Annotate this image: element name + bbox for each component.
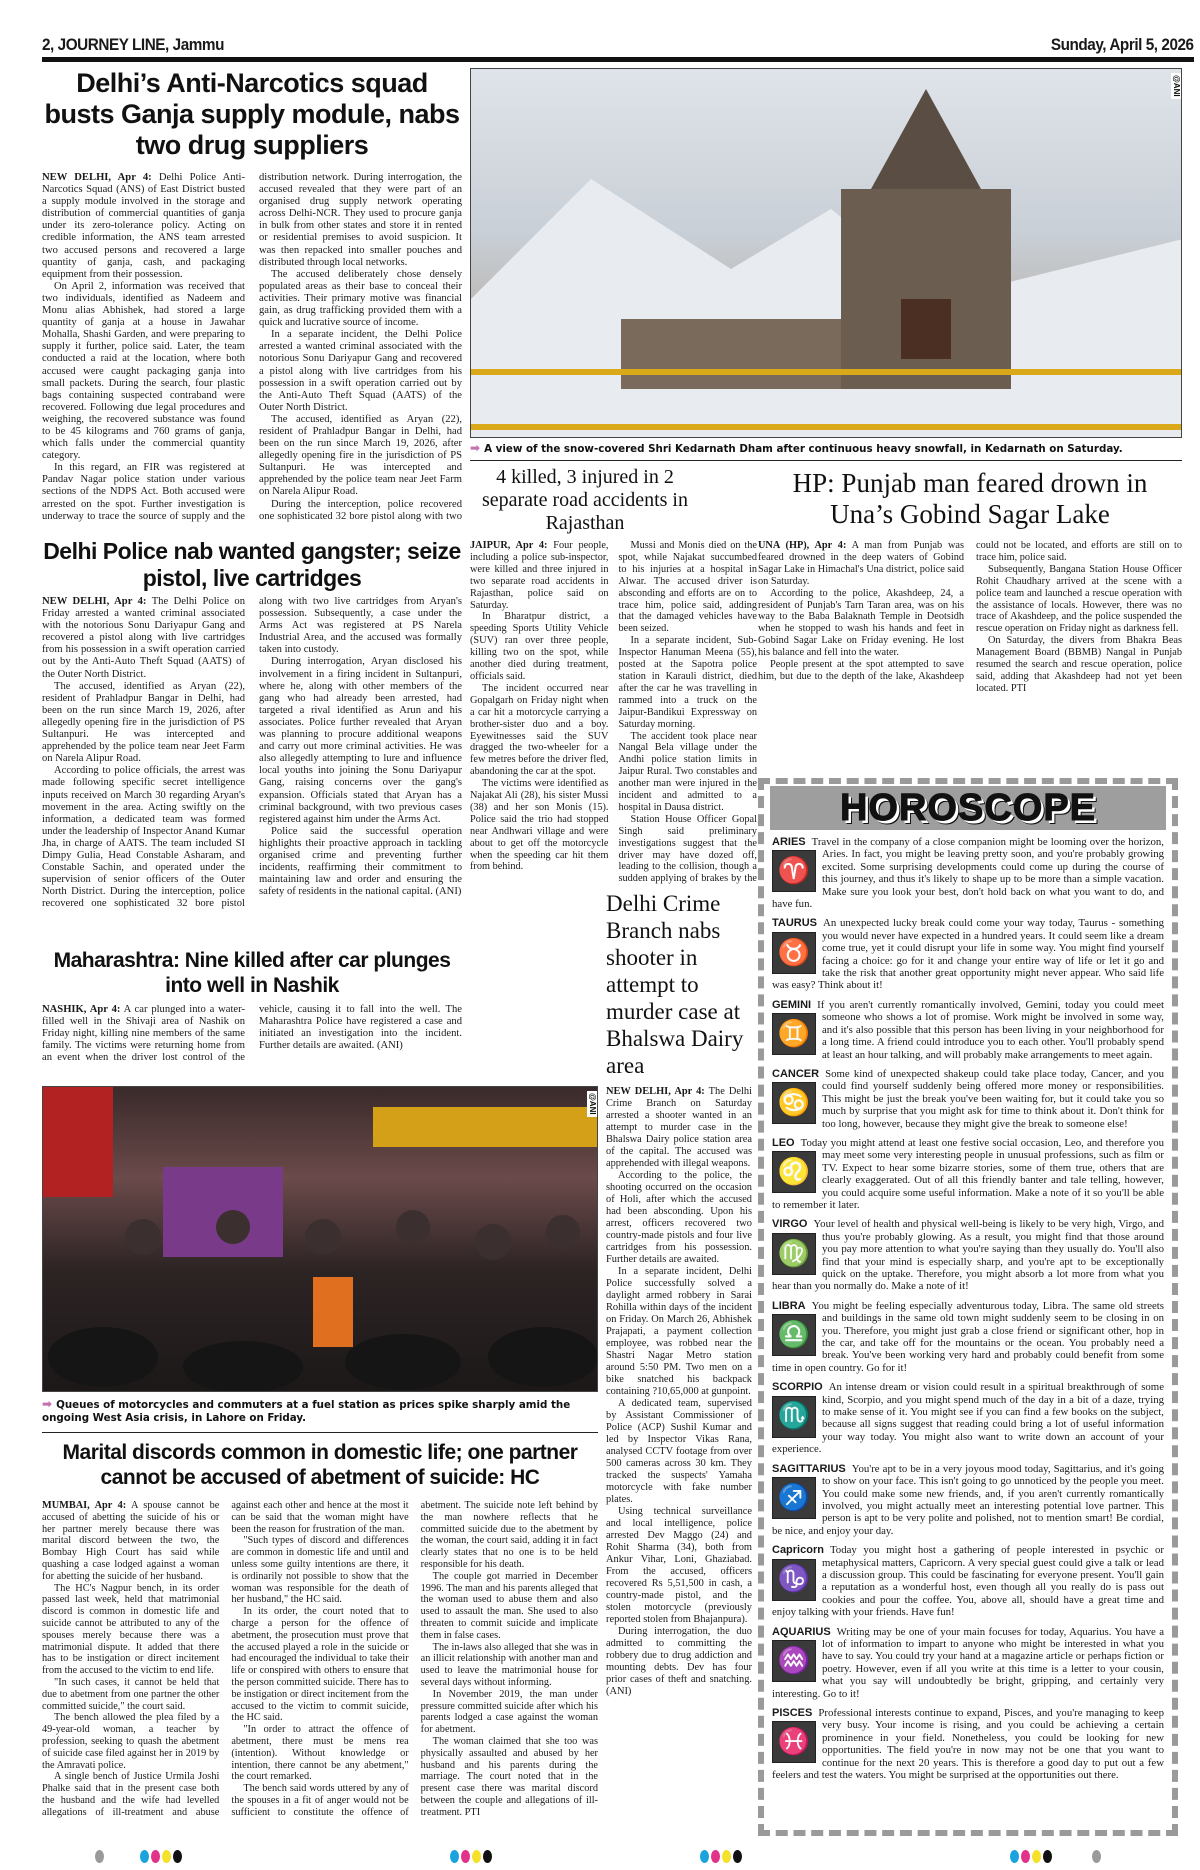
temple-door — [901, 299, 951, 359]
article4-headline: 4 killed, 3 injured in 2 separate road accidents in Rajasthan — [481, 466, 688, 534]
sign-text: Professional interests continue to expand, Pisces, and you're managing to keep very busy. Your income is rising, and you could be achieving a certain prominence in your field. Nonetheless, you could be looking for new opportunities. The field you're in now may not be one that you want to continue for the next 20 years. This is therefore a good day to put out a few feelers and test the waters. You might be surprised at the opportunities out there. — [772, 1707, 1164, 1782]
paragraph: A man from Punjab was feared drowned in the deep waters of Gobind Sagar Lake in Himachal's Una district, police said on Saturday. — [758, 540, 965, 587]
paragraph: "In such cases, it cannot be held that due to abetment from one partner the other committed suicide," the court said. — [42, 1676, 220, 1712]
sign-text: An intense dream or vision could result in a spiritual breakthrough of some kind, Scorpio, and you might spend much of the day in a bit of a daze, trying to make sense of it. You might see if you can find a few books on the subject, because all signs suggest that reading could bring a lot of useful information your way today. You might also want to write down an account of your experience. — [772, 1381, 1164, 1456]
photo-credit: @ANI — [588, 1093, 597, 1115]
article5-headline: HP: Punjab man feared drown in Una’s Gobind Sagar Lake — [792, 468, 1148, 529]
paragraph: The couple got married in December 1996. The man and his parents alleged that the woman used to abuse them and also used to assault the man. She used to also threaten to commit suicide and implicate them in false cases. — [420, 1570, 598, 1641]
paragraph: In this regard, an FIR was registered at Pandav Nagar police station under various sections of the NDPS Act. Both accused were arrested on the spot. Further investigation is underway to trace the source of supply and the distribution network. During interrogation, the accused revealed that they were part of an organised drug supply network operating across Delhi-NCR. They used to procure ganja in bulk from other states and store it in rented or residential premises to avoid suspicion. It was then repacked into smaller pouches and distributed through local networks. — [42, 172, 462, 522]
paragraph: On April 2, information was received that two individuals, identified as Nadeem and Monu alias Abhishek, had stored a large quantity of ganja at a house in Jawahar Mohalla, Shashi Garden, and were preparing to supply it further, police said. Later, the team conducted a raid at the location, where both accused were caught packaging ganja into small packets. During the search, four plastic bags containing suspected contraband were recovered. Following due legal procedures and weighing, the recovered substance was found to be 45 kilograms and 760 grams of ganja, which falls under the commercial quantity category. — [42, 280, 245, 462]
article7-dateline: MUMBAI, Apr 4: — [42, 1500, 127, 1511]
article2-body — [42, 596, 462, 940]
scales-icon: ♎ — [772, 1314, 816, 1356]
paragraph: The woman claimed that she too was physically assaulted and abused by her husband and his parents during the marriage. The court noted that in the present case there was marital discord between the couple and allegations of ill-treatment. PTI — [420, 1735, 598, 1818]
divider — [470, 460, 1182, 461]
paragraph: Mussi and Monis died on the spot, while Najakat succumbed to his injuries at a hospital in Alwar. The accused driver is absconding and efforts are on to trace him, police said, adding that the damaged vehicles have been seized. — [618, 540, 757, 635]
paragraph: Using technical surveillance and local intelligence, police arrested Dev Maggo (24) and Rohit Sharma (34), both from Ankur Vihar, Loni, Ghaziabad. From the accused, officers recovered Rs 5,51,500 in cash, a country-made pistol, and the stolen motorcycle (previously reported stolen from Bhajanpura). — [606, 1506, 752, 1625]
registration-dot — [1043, 1850, 1052, 1863]
article6-dateline: NEW DELHI, Apr 4: — [606, 1086, 705, 1097]
paragraph: People present at the spot attempted to save him, but due to the depth of the lake, Akashdeep could not be located, and efforts are still on to trace him, police said. — [758, 540, 1182, 682]
paragraph: In Bharatpur district, a speeding Sports Utility Vehicle (SUV) ran over three people, killing two on the spot, while another died during treatment, officials said. — [470, 611, 609, 682]
registration-dot — [1032, 1850, 1041, 1863]
sign-name: SAGITTARIUS — [772, 1462, 846, 1475]
horoscope-sign-capricorn — [772, 1544, 1164, 1618]
temple-illustration — [471, 69, 1182, 438]
horoscope-sign-virgo — [772, 1218, 1164, 1292]
registration-dot — [461, 1850, 470, 1863]
horoscope-sign-scorpio — [772, 1381, 1164, 1455]
paragraph: The victims were identified as Najakat Ali (28), his sister Mussi (38) and her son Monis (15). Police said the trio had stopped near Andhwari village and were about to get off the motorcycle when the speeding car hit them from behind. — [470, 778, 609, 873]
sign-name: CANCER — [772, 1067, 820, 1080]
paragraph: The Delhi Police on Friday arrested a wanted criminal associated with the notorious Sonu Dariyapur Gang and recovered a pistol along with live cartridges from his possession in a swift operation carried out by the Anti-Auto Theft Squad (AATS) of the Outer North District. — [42, 596, 246, 680]
sign-name: AQUARIUS — [772, 1625, 831, 1638]
sign-text: Writing may be one of your main focuses for today, Aquarius. You have a lot of information to impart to anyone who might be interested in what you have to say. You could try your hand at a magazine article or perhaps fiction or poetry. However, even if all you write at this time is a letter to your cousin, what you say will undoubtedly be bright, gripping, and certainly very interesting. Go to it! — [772, 1625, 1164, 1700]
sign-name: GEMINI — [772, 998, 812, 1011]
sign-text: Some kind of unexpected shakeup could take place today, Cancer, and you could find yourself suddenly being offered more money or responsibilities. This might be just the break you've been waiting for, but it could take you so much by surprise that you might ask for time to think about it. Don't think for too long, however, because they might give the break to someone else! — [822, 1067, 1164, 1130]
article2-headline: Delhi Police nab wanted gangster; seize pistol, live cartridges — [43, 538, 461, 591]
registration-dot — [733, 1850, 742, 1863]
sign-name: LEO — [772, 1136, 795, 1149]
goat-icon: ♑ — [772, 1559, 816, 1601]
sign-text: Your level of health and physical well-being is likely to be very high, Virgo, and thus you're probably glowing. As a result, you might find that those around you pay more attention to what you're saying than they usually do. You'll also find that your mind is especially sharp, and you're apt to be exceptionally quick on the uptake. Therefore, you might absorb a lot more from what you hear than you normally do. Make a note of it! — [772, 1218, 1164, 1293]
paragraph: The HC's Nagpur bench, in its order passed last week, held that matrimonial discord is common in domestic life and suicide cannot be attributed to any of the spouses merely because there was a matrimonial dispute. It added that there has to be instigation or direct incitement from the accused to the victim to end life. — [42, 1582, 220, 1677]
ram-icon: ♈ — [772, 850, 816, 892]
sign-name: TAURUS — [772, 917, 818, 930]
registration-dot — [722, 1850, 731, 1863]
masthead — [42, 28, 1194, 62]
paragraph: The accused, identified as Aryan (22), resident of Prahladpur Bangar in Delhi, had been on the run since March 19, 2026, after allegedly opening fire in the jurisdiction of PS Sultanpuri. He was intercepted and apprehended by the police team near Jeet Farm on Narela Alipur Road. — [42, 680, 245, 765]
sign-name: VIRGO — [772, 1218, 808, 1231]
twins-icon: ♊ — [772, 1013, 816, 1055]
paragraph: The incident occurred near Gopalgarh on Friday night when a car hit a motorcycle carrying a brother-sister duo and a boy. Eyewitnesses said the SUV dragged the two-wheeler for a few metres before the driver fled, abandoning the car at the spot. — [470, 682, 609, 778]
fuel-station-caption — [42, 1398, 598, 1425]
horoscope-sign-aries — [772, 836, 1164, 910]
article3-body — [42, 1004, 462, 1078]
sign-text: If you aren't currently romantically involved, Gemini, today you could meet someone who shows a lot of promise. Work might be involved in some way, and it's also possible that this person has been living in your neighborhood for a long time. A friend could introduce you to each other. You'll probably spend at least an hour talking, and will probably make arrangements to meet again. — [817, 998, 1164, 1061]
horoscope-box — [758, 778, 1178, 1836]
sign-name: PISCES — [772, 1707, 813, 1719]
horoscope-sign-leo — [772, 1137, 1164, 1211]
paragraph: Four people, including a police sub-inspector, were killed and three injured in two separate road accidents in Rajasthan, police said on Saturday. — [470, 540, 609, 611]
paragraph: Subsequently, Bangana Station House Officer Rohit Chaudhary arrived at the scene with a police team and launched a rescue operation with the assistance of locals. However, there was no trace of Akashdeep, and the police suspended the rescue operation on Friday night as darkness fell. — [976, 563, 1182, 635]
registration-dot — [1010, 1850, 1019, 1863]
sign-name: ARIES — [772, 836, 806, 848]
page-section-label: 2, JOURNEY LINE, Jammu — [42, 35, 224, 54]
horoscope-sign-sagittarius — [772, 1463, 1164, 1537]
article4-dateline: JAIPUR, Apr 4: — [470, 540, 548, 551]
paragraph: In its order, the court noted that to charge a person for the offence of abetment, the prosecution must prove that the accused played a role in the suicide or had encouraged the individual to take their life or conspired with others to ensure that the person committed suicide. There has to be instigation or direct incitement from the accused to the victim to commit suicide, the HC said. — [231, 1606, 409, 1724]
article4-body — [470, 540, 757, 890]
horoscope-sign-libra — [772, 1300, 1164, 1374]
paragraph: The accident took place near Nangal Bela village under the Andhi police station limits in Jaipur Rural. Two constables and another man were injured in the incident and admitted to a hospital in Dausa district. — [618, 730, 757, 813]
article5-dateline: UNA (HP), Apr 4: — [758, 540, 847, 551]
horoscope-sign-cancer — [772, 1068, 1164, 1130]
paragraph: In a separate incident, Delhi Police successfully solved a daylight armed robbery in Sarai Rohilla within days of the incident on Friday. On March 26, Abhishek Prajapati, a payment collection employee, was robbed near the Shastri Nagar Metro station around 5:50 PM. Two men on a bike snatched his backpack containing ?10,65,000 at gunpoint. — [606, 1266, 752, 1397]
horoscope-list — [772, 836, 1164, 1781]
bull-icon: ♉ — [772, 932, 816, 974]
paragraph: During the interception, police recovered one sophisticated 32 bore pistol along with two — [259, 498, 462, 522]
arrow-right-icon: ➡ — [42, 1397, 53, 1411]
article1-headline: Delhi’s Anti-Narcotics squad busts Ganja supply module, nabs two drug suppliers — [44, 68, 460, 160]
paragraph: "In order to attract the offence of abetment, there must be mens rea (intention). Without knowledge or intention, there cannot be any abetment," the court remarked. — [231, 1724, 409, 1783]
horoscope-title: HOROSCOPE — [839, 786, 1097, 829]
fuel-pump — [43, 1087, 113, 1197]
water-bearer-icon: ♒ — [772, 1640, 816, 1682]
article6-headline: Delhi Crime Branch nabs shooter in attempt to murder case at Bhalswa Dairy area — [606, 891, 744, 1078]
article6-body — [606, 1086, 752, 1836]
paragraph: According to the police, the shooting occurred on the occasion of Holi, after which the accused had been absconding. Upon his arrest, officers recovered two country-made pistols and four live cartridges from his possession. Further details are awaited. — [606, 1170, 752, 1265]
registration-dot — [140, 1850, 149, 1863]
paragraph: Delhi Police Anti-Narcotics Squad (ANS) of East District busted a supply module involved in the storage and distribution of commercial quantities of ganja under its zero-tolerance policy. Acting on credible information, the ANS team arrested two accused persons and recovered a large quantity of ganja, cash, and packaging equipment from their possession. — [42, 172, 245, 280]
issue-date: Sunday, April 5, 2026 — [1051, 35, 1194, 54]
paragraph: The accused deliberately chose densely populated areas as their base to conceal their activities. Their primary motive was financial gain, as drug trafficking provided them with a quick and lucrative source of income. — [259, 268, 462, 329]
sign-text: Today you might attend at least one festive social occasion, Leo, and therefore you may meet some very interesting people in unusual professions, such as film or TV. Expect to hear some bizarre stories, some of them true, others that are clearly exaggerated. Out of all this friendly banter and tale telling, however, you could acquire some useful information. Make a note of it so you'll be able to remember it later. — [772, 1136, 1164, 1211]
paragraph: The bench said words uttered by any of the spouses in a fit of anger would not be sufficient to constitute the offence of abetment. The suicide note left behind by the man nowhere reflects that he committed suicide due to the abetment by the woman, the court said, adding it in fact clearly states that no one is to be held responsible for his death. — [231, 1500, 598, 1818]
paragraph: The accused, identified as Aryan (22), resident of Prahladpur Bangar in Delhi, had been on the run since March 19, 2026, after allegedly opening fire in the jurisdiction of PS Sultanpuri. He was intercepted and apprehended by the police team near Jeet Farm on Narela Alipur Road. — [259, 413, 462, 498]
paragraph: "Such types of discord and differences are common in domestic life and until and unless some guilty intentions are there, it is ordinarily not possible to show that the woman was responsible for the death of her husband," the HC said. — [231, 1535, 409, 1606]
photo-credit: @ANI — [1172, 75, 1181, 97]
horoscope-sign-pisces — [772, 1707, 1164, 1781]
article7-headline: Marital discords common in domestic life; one partner cannot be accused of abetment of suicide: HC — [62, 1441, 578, 1489]
crab-icon: ♋ — [772, 1082, 816, 1124]
kedarnath-photo — [470, 68, 1182, 438]
orange-jacket — [313, 1277, 353, 1347]
horoscope-sign-aquarius — [772, 1626, 1164, 1700]
registration-dot — [1092, 1850, 1101, 1863]
registration-dot — [483, 1850, 492, 1863]
paragraph: During interrogation, Aryan disclosed his involvement in a firing incident in Sultanpuri, where he, along with other members of the gang who had already been arrested, had targeted a rival identified as Arun and his associates. Police further revealed that Aryan was planning to procure additional weapons and carry out more criminal activities. He was also allegedly attempting to lure and influence local youths into joining the Sonu Dariyapur Gang, raising concerns over the gang's expansion. Officials stated that Aryan has a criminal background, with two previous cases registered against him under the Arms Act. — [259, 656, 462, 825]
registration-dot — [711, 1850, 720, 1863]
registration-dot — [173, 1850, 182, 1863]
registration-dot — [1021, 1850, 1030, 1863]
registration-dot — [151, 1850, 160, 1863]
article5-body — [758, 540, 1182, 770]
temple-spire — [871, 89, 981, 189]
paragraph: In a separate incident, Sub-Inspector Hanuman Meena (55), posted at the Sapotra police station in Karauli district, died after the car he was travelling in rammed into a truck on the Jaipur-Bandikui Expressway on Saturday morning. — [618, 635, 757, 730]
crowd-illustration — [43, 1087, 598, 1392]
paragraph: Station House Officer Gopal Singh said preliminary investigations suggest that the driver may have dozed off, leading to the collision, though a sudden applying of brakes by the — [618, 813, 757, 885]
sign-name: LIBRA — [772, 1299, 806, 1312]
article1-body — [42, 172, 462, 524]
article1-dateline: NEW DELHI, Apr 4: — [42, 172, 152, 183]
registration-dot — [450, 1850, 459, 1863]
sign-text: You're apt to be in a very joyous mood today, Sagittarius, and it's going to show on your face. This isn't going to go unnoticed by the people you meet. You could make some new friends, and, if you aren't currently romantically involved, you might actually meet an interesting potential love partner. This person is apt to be very polite and polished, not to mention smart! Be cordial, be nice, and enjoy your day. — [772, 1462, 1164, 1537]
paragraph: According to the police, Akashdeep, 24, a resident of Punjab's Tarn Taran area, was on his way to the Baba Balaknath Temple in Deotsidh when he stopped to wash his hands and feet in Gobind Sagar Lake on Friday evening. He lost his balance and fell into the water. — [758, 587, 964, 659]
paragraph: The bench allowed the plea filed by a 49-year-old woman, a teacher by profession, seeking to quash the abetment of suicide case filed against her in 2019 by the Amravati police. — [42, 1712, 220, 1771]
paragraph: A spouse cannot be accused of abetting the suicide of his or her partner merely because there was marital discord between the two, the Bombay High Court has said while quashing a case lodged against a woman for abetting the suicide of her husband. — [42, 1500, 220, 1582]
paragraph: On Saturday, the divers from Bhakra Beas Management Board (BBMB) Nangal in Punjab resumed the search and rescue operation, police said, adding that Akashdeep had not yet been located. PTI — [976, 635, 1182, 694]
registration-dot — [95, 1850, 104, 1863]
kedarnath-caption — [470, 442, 1182, 456]
registration-dot — [472, 1850, 481, 1863]
sign-name: Capricorn — [772, 1544, 824, 1557]
sign-text: Travel in the company of a close companion might be looming over the horizon, Aries. In fact, you might be leaving pretty soon, and you're probably growing excited. Some surprising developments could come up during the course of this journey, and thus it's likely to shape up to be more than a simple vacation. Make sure you look your best, don't hold back on what you want to do, and have fun. — [772, 836, 1164, 911]
sign-text: Today you might host a gathering of people interested in psychic or metaphysical matters, Capricorn. A very special guest could give a talk or lead a discussion group. This could be fascinating for everyone present. You'll gain a reputation as a wonderful host, even though all you really do is pass out cookies and pour the coffee. You, above all, should have a great time and enjoy talking with your friends. Have fun! — [772, 1544, 1164, 1619]
article7-body — [42, 1500, 598, 1836]
lion-icon: ♌ — [772, 1151, 816, 1193]
paragraph: In a separate incident, the Delhi Police arrested a wanted criminal associated with the notorious Sonu Dariyapur Gang and recovered a pistol along with live cartridges from his possession in a swift operation carried out by the Anti-Auto Theft Squad (AATS) of the Outer North District. — [259, 329, 462, 413]
paragraph: A car plunged into a water-filled well in the Shivaji area of Nashik on Friday night, killing nine members of the same family. The victims were returning home from an event when the driver lost control of the vehicle, causing it to fall into the well. The Maharashtra Police have registered a case and initiated an investigation into the incident. Further details are awaited. (ANI) — [42, 1004, 462, 1064]
archer-icon: ♐ — [772, 1477, 816, 1519]
arrow-right-icon: ➡ — [470, 441, 481, 455]
divider — [42, 1432, 598, 1433]
sign-name: SCORPIO — [772, 1381, 823, 1394]
station-canopy — [373, 1107, 598, 1147]
paragraph: The Delhi Crime Branch on Saturday arrested a shooter wanted in an attempt to murder case in the Bhalswa Dairy police station area of the capital. The accused was apprehended with illegal weapons. — [606, 1086, 752, 1169]
paragraph: According to police officials, the arrest was made following specific secret intelligence inputs received on March 30 regarding Aryan's movement in the area. Acting swiftly on the information, a dedicated team was formed under the leadership of Inspector Anand Kumar Jha, in charge of AATS. The team included SI Dimpy Gulia, Head Constable Asharam, and Constable Sachin, and operated under the supervision of senior officers of the Outer North District. During the interception, police recovered one sophisticated 32 bore pistol along with two live cartridges from Aryan's possession. Subsequently, a case under the Arms Act was registered at PS Narela Industrial Area, and the accused was formally taken into custody. — [42, 596, 462, 910]
registration-dot — [162, 1850, 171, 1863]
paragraph: Police said the successful operation highlights their proactive approach in tackling organised crime and preventing further incidents, reaffirming their commitment to maintaining law and order and ensuring the safety of residents in the national capital. (ANI) — [259, 825, 462, 898]
temple-hall — [621, 319, 841, 389]
paragraph: A single bench of Justice Urmila Joshi Phalke said that in the present case both the husband and the wife had levelled allegations of ill-treatment and abuse against each other and hence at the most it can be said that the woman might have been the reason for frustration of the man. — [42, 1500, 409, 1818]
print-registration-marks — [0, 1848, 1200, 1868]
pump-panel — [163, 1167, 283, 1257]
virgin-icon: ♍ — [772, 1233, 816, 1275]
fish-icon: ♓ — [772, 1721, 816, 1763]
sign-text: An unexpected lucky break could come your way today, Taurus - something you would never have expected in a hundred years. It could seem like a dream come true, yet it could disrupt your life in some way. You might find yourself facing a choice: go for it and change your entire way of life or let it go and take the risk that another great opportunity might never appear. Who said life was easy? Think about it! — [772, 917, 1164, 992]
caption-text: Queues of motorcycles and commuters at a fuel station as prices spike sharply amid the ongoing West Asia crisis, in Lahore on Friday. — [42, 1399, 571, 1424]
horoscope-sign-gemini — [772, 999, 1164, 1061]
paragraph: A dedicated team, supervised by Assistant Commissioner of Police (ACP) Sushil Kumar and led by Inspector Vikas Rana, analysed CCTV footage from over 500 cameras across 30 km. They tracked the suspects' Yamaha motorcycle with fake number plates. — [606, 1398, 752, 1505]
sign-text: You might be feeling especially adventurous today, Libra. The same old streets and buildings in the same old town might suddenly seem to be closing in on you. Therefore, you might just grab a close friend or significant other, hop in the car, and take off for the mountains or the ocean. You probably need a break. You've been working very hard and probably could benefit from some time in open country. Go for it! — [772, 1299, 1164, 1374]
paragraph: The in-laws also alleged that she was in an illicit relationship with another man and used to leave the matrimonial house for several days without informing. — [420, 1641, 598, 1688]
horoscope-sign-taurus — [772, 917, 1164, 991]
paragraph: In November 2019, the man under pressure committed suicide after which his parents lodged a case against the woman for abetment. — [420, 1688, 598, 1736]
article3-dateline: NASHIK, Apr 4: — [42, 1004, 121, 1015]
snow-hills — [471, 179, 1182, 438]
scorpion-icon: ♏ — [772, 1396, 816, 1438]
article2-dateline: NEW DELHI, Apr 4: — [42, 596, 147, 607]
registration-dot — [700, 1850, 709, 1863]
paragraph: During interrogation, the duo admitted to committing the robbery due to drug addiction and mounting debts. Dev has four prior cases of theft and snatching. (ANI) — [606, 1626, 752, 1697]
horoscope-banner — [770, 786, 1166, 830]
caption-text: A view of the snow-covered Shri Kedarnath Dham after continuous heavy snowfall, in Kedarnath on Saturday. — [484, 443, 1123, 455]
article3-headline: Maharashtra: Nine killed after car plunges into well in Nashik — [53, 949, 451, 997]
fuel-station-photo — [42, 1086, 598, 1392]
